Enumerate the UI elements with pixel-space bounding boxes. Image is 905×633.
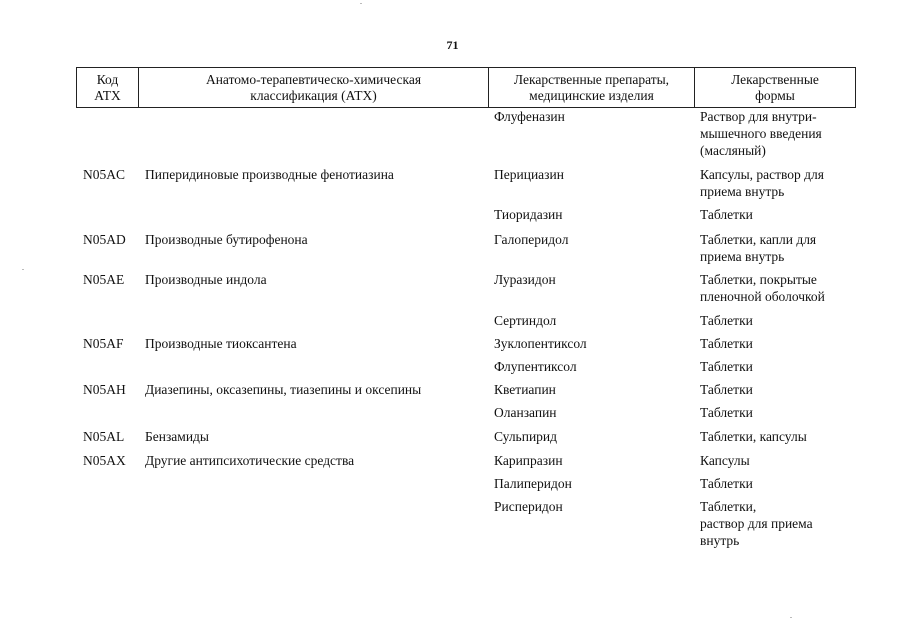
page-number: 71 (446, 38, 459, 52)
atc-code: N05AH (83, 382, 126, 397)
header-forms: Лекарственные формы (731, 71, 819, 103)
dosage-form: Таблетки, покрытые пленочной оболочкой (700, 272, 825, 304)
atc-code: N05AX (83, 453, 126, 468)
dosage-form: Таблетки, раствор для приема внутрь (700, 499, 813, 548)
atc-classification: Производные бутирофенона (145, 232, 308, 247)
dosage-form: Таблетки (700, 382, 753, 397)
drug-name: Флупентиксол (494, 359, 577, 374)
drug-name: Сульпирид (494, 429, 558, 444)
atc-classification: Диазепины, оксазепины, тиазепины и оксепины (145, 382, 422, 397)
drug-name: Тиоридазин (494, 207, 563, 222)
atc-classification: Другие антипсихотические средства (145, 453, 355, 468)
atc-classification: Производные тиоксантена (145, 336, 297, 351)
atc-code: N05AF (83, 336, 124, 351)
dosage-form: Капсулы, раствор для приема внутрь (700, 167, 824, 199)
atc-classification: Производные индола (145, 272, 267, 287)
dosage-form: Капсулы (700, 453, 750, 468)
drug-name: Зуклопентиксол (494, 336, 587, 351)
drug-name: Рисперидон (494, 499, 563, 514)
header-drugs: Лекарственные препараты, медицинские изделия (489, 68, 695, 107)
atc-code: N05AD (83, 232, 126, 247)
drug-name: Флуфеназин (494, 109, 565, 124)
dosage-form: Таблетки, капли для приема внутрь (700, 232, 817, 264)
dosage-form: Таблетки (700, 207, 753, 222)
atc-classification: Бензамиды (145, 429, 209, 444)
drug-name: Карипразин (494, 453, 563, 468)
drug-name: Сертиндол (494, 313, 557, 328)
drug-name: Луразидон (494, 272, 556, 287)
atc-classification: Пиперидиновые производные фенотиазина (145, 167, 394, 182)
drug-name: Галоперидол (494, 232, 569, 247)
header-classification: Анатомо-терапевтическо-химическая классификация (АТХ) (139, 68, 489, 107)
scan-speck (360, 3, 362, 4)
drug-name: Оланзапин (494, 405, 557, 420)
scan-speck (22, 269, 24, 270)
dosage-form: Таблетки (700, 313, 753, 328)
atc-code: N05AL (83, 429, 125, 444)
dosage-form: Таблетки (700, 476, 753, 491)
drug-name: Перициазин (494, 167, 564, 182)
atc-code: N05AE (83, 272, 125, 287)
drug-name: Кветиапин (494, 382, 556, 397)
table-header (76, 67, 856, 108)
dosage-form: Таблетки, капсулы (700, 429, 807, 444)
drug-name: Палиперидон (494, 476, 572, 491)
dosage-form: Таблетки (700, 336, 753, 351)
scan-speck (790, 617, 792, 618)
atc-code: N05AC (83, 167, 126, 182)
dosage-form: Таблетки (700, 359, 753, 374)
dosage-form: Раствор для внутри- мышечного введения (масляный) (700, 109, 822, 158)
header-code: Код АТХ (77, 68, 139, 107)
dosage-form: Таблетки (700, 405, 753, 420)
